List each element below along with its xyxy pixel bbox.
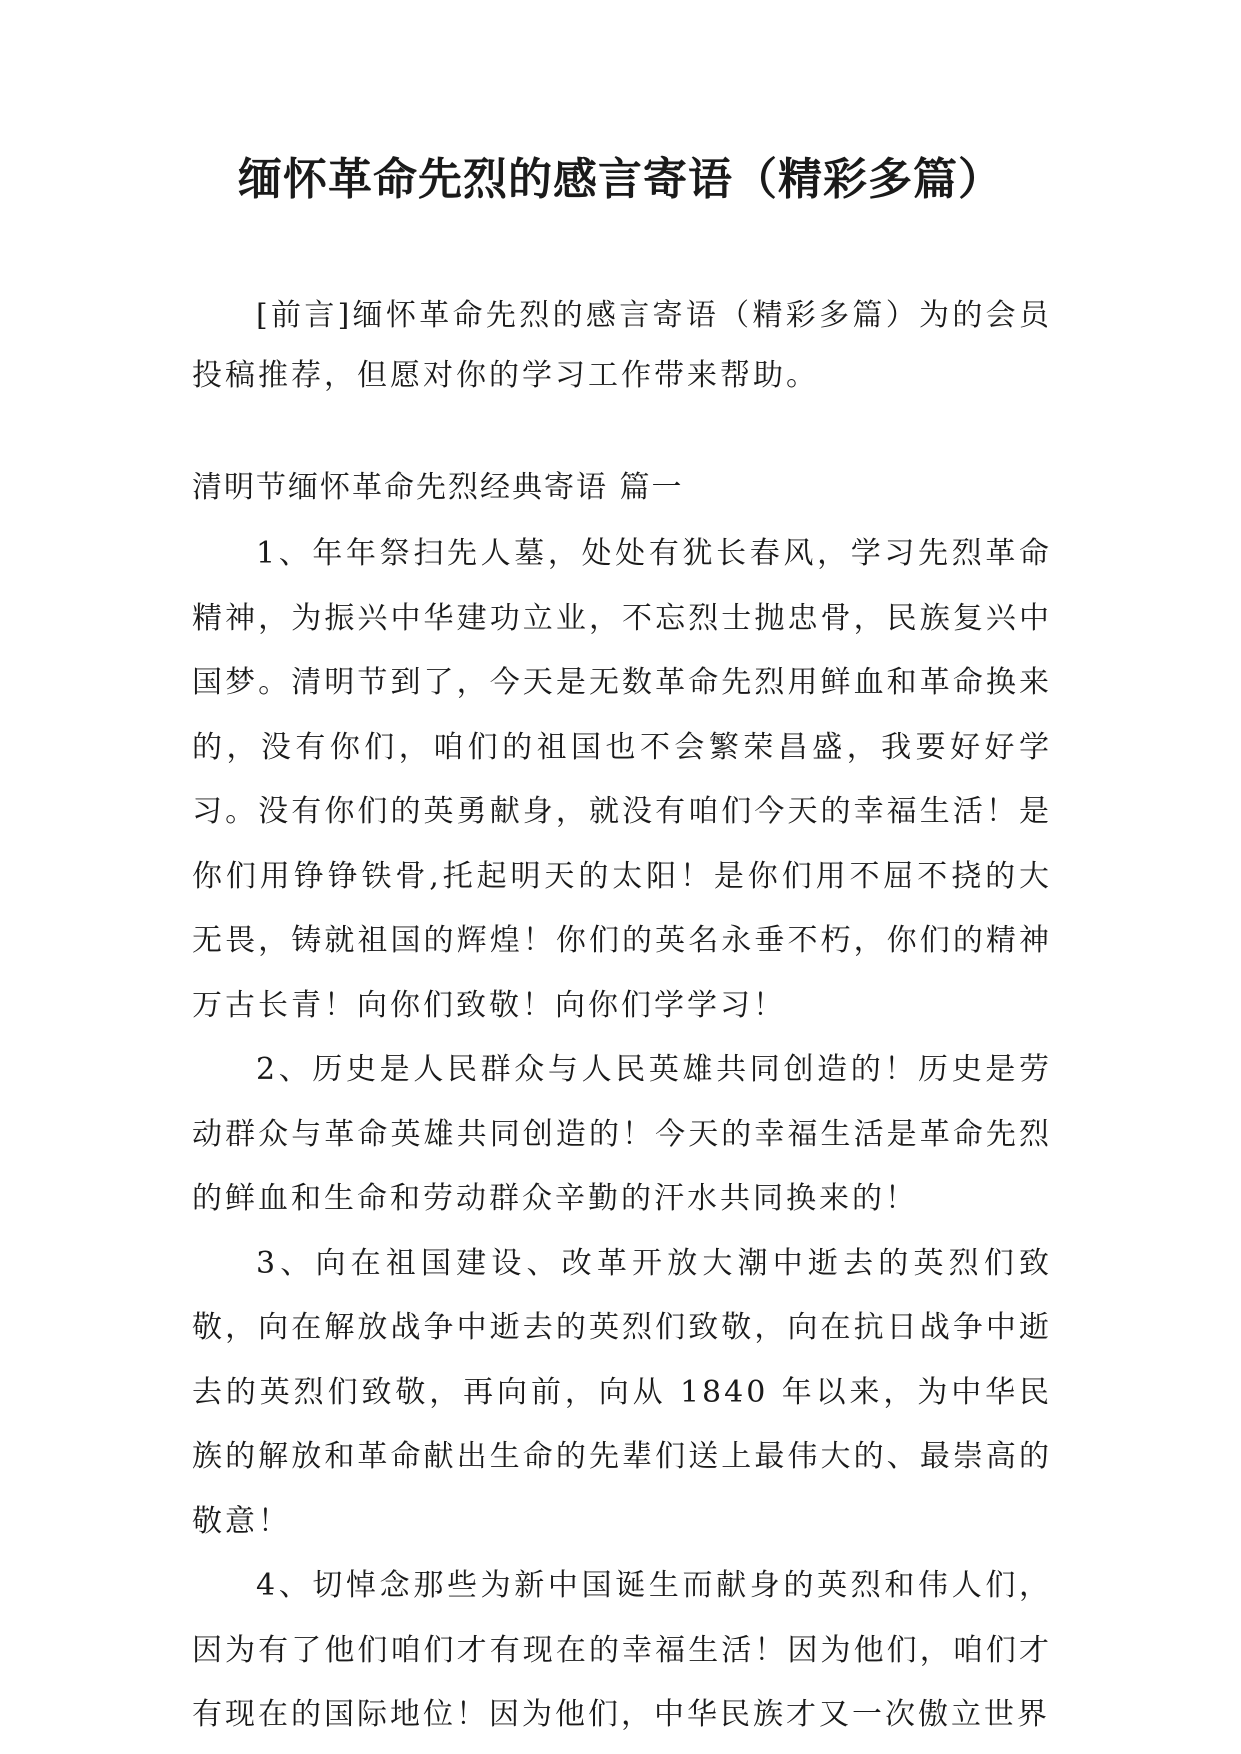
intro-paragraph: [前言]缅怀革命先烈的感言寄语（精彩多篇）为的会员投稿推荐，但愿对你的学习工作带来帮助。 [192, 298, 1052, 393]
item-list [192, 522, 1052, 1748]
document-title: 缅怀革命先烈的感言寄语（精彩多篇） [238, 154, 1003, 205]
list-item: 4、切悼念那些为新中国诞生而献身的英烈和伟人们，因为有了他们咱们才有现在的幸福生活！因为他们，咱们才有现在的国际地位！因为他们，中华民族才又一次傲立世界 [192, 1568, 1052, 1732]
list-item: 2、历史是人民群众与人民英雄共同创造的！历史是劳动群众与革命英雄共同创造的！今天的幸福生活是革命先烈的鲜血和生命和劳动群众辛勤的汗水共同换来的！ [192, 1052, 1052, 1216]
list-item: 3、向在祖国建设、改革开放大潮中逝去的英烈们致敬，向在解放战争中逝去的英烈们致敬，向在抗日战争中逝去的英烈们致敬，再向前，向从 1840 年以来，为中华民族的解放和革命献出生命的先辈们送上最伟大的、最崇高的敬意！ [192, 1245, 1052, 1539]
section-heading: 清明节缅怀革命先烈经典寄语 篇一 [192, 470, 684, 505]
list-item: 1、年年祭扫先人墓，处处有犹长春风，学习先烈革命精神，为振兴中华建功立业，不忘烈士抛忠骨，民族复兴中国梦。清明节到了，今天是无数革命先烈用鲜血和革命换来的，没有你们，咱们的祖国也不会繁荣昌盛，我要好好学习。没有你们的英勇献身，就没有咱们今天的幸福生活！是你们用铮铮铁骨,托起明天的太阳！是你们用不屈不挠的大无畏，铸就祖国的辉煌！你们的英名永垂不朽，你们的精神万古长青！向你们致敬！向你们学学习！ [192, 536, 1052, 1023]
